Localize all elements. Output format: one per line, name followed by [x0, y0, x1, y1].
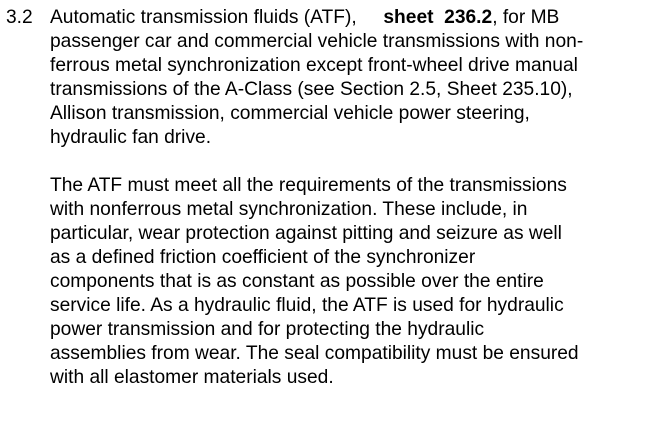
heading-line-6: hydraulic fan drive.	[50, 127, 212, 148]
paragraph-line-4: as a defined friction coefficient of the synchronizer	[50, 247, 476, 268]
paragraph-line-8: assemblies from wear. The seal compatibility must be ensured	[50, 343, 579, 364]
paragraph-line-7: power transmission and for protecting the hydraulic	[50, 319, 485, 340]
paragraph-spacer	[50, 150, 656, 174]
paragraph-line-1: The ATF must meet all the requirements of the transmissions	[50, 175, 567, 196]
heading-line-5: Allison transmission, commercial vehicle power steering,	[50, 103, 530, 124]
heading-text-continued: , for MB	[492, 7, 560, 28]
sheet-reference: sheet 236.2	[383, 7, 493, 28]
paragraph-line-9: with all elastomer materials used.	[50, 367, 334, 388]
heading-line-1	[50, 6, 656, 30]
paragraph-line-5: components that is as constant as possible over the entire	[50, 271, 544, 292]
paragraph-line-6: service life. As a hydraulic fluid, the ATF is used for hydraulic	[50, 295, 564, 316]
paragraph-line-3: particular, wear protection against pitting and seizure as well	[50, 223, 562, 244]
heading-text: Automatic transmission fluids (ATF),	[50, 7, 384, 28]
heading-line-3: ferrous metal synchronization except front-wheel drive manual	[50, 55, 578, 76]
section-body	[50, 6, 656, 390]
heading-line-4: transmissions of the A-Class (see Section 2.5, Sheet 235.10),	[50, 79, 573, 100]
paragraph-line-2: with nonferrous metal synchronization. These include, in	[50, 199, 528, 220]
heading-line-2: passenger car and commercial vehicle transmissions with non-	[50, 31, 584, 52]
section-number: 3.2	[6, 7, 33, 28]
